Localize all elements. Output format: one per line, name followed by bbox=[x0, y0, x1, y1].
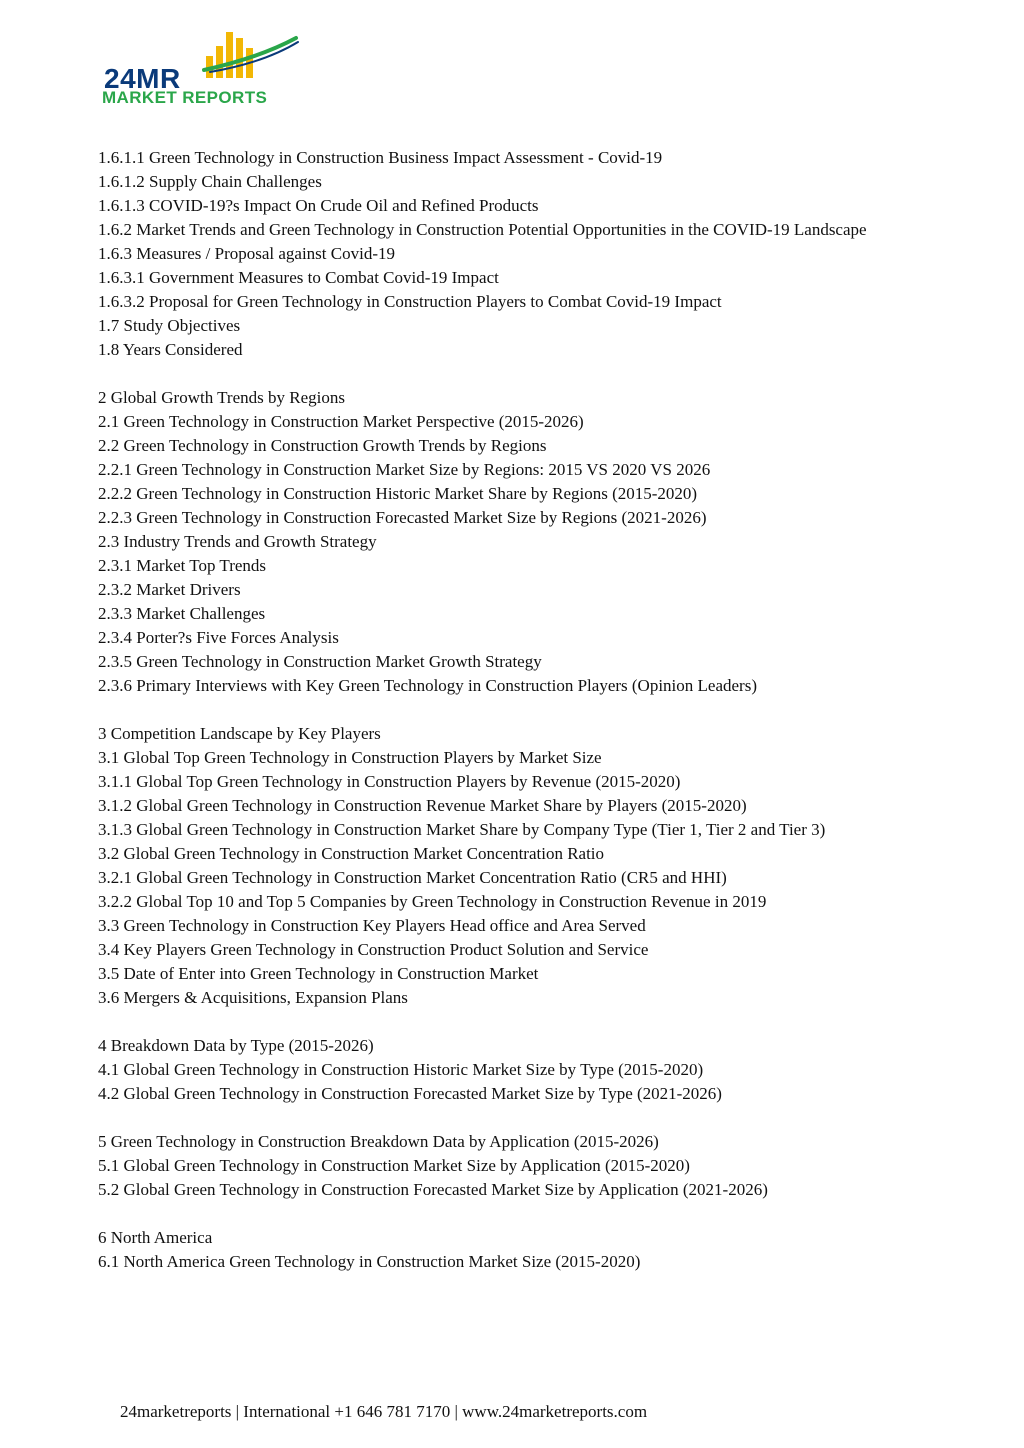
toc-entry: 4.2 Global Green Technology in Construction Forecasted Market Size by Type (2021-2026) bbox=[98, 1084, 722, 1103]
toc-entry: 3 Competition Landscape by Key Players bbox=[98, 724, 381, 743]
toc-entry: 2.3.4 Porter?s Five Forces Analysis bbox=[98, 628, 339, 647]
logo-wordmark-top: 24MR bbox=[104, 63, 181, 94]
toc-entry: 3.2.1 Global Green Technology in Construction Market Concentration Ratio (CR5 and HHI) bbox=[98, 868, 727, 887]
toc-entry: 2.2 Green Technology in Construction Growth Trends by Regions bbox=[98, 436, 547, 455]
toc-entry: 5.2 Global Green Technology in Construction Forecasted Market Size by Application (2021-2026) bbox=[98, 1180, 768, 1199]
toc-entry: 2 Global Growth Trends by Regions bbox=[98, 388, 345, 407]
toc-entry: 2.3.1 Market Top Trends bbox=[98, 556, 267, 575]
toc-entry: 1.6.3 Measures / Proposal against Covid-19 bbox=[98, 244, 395, 263]
toc-entry: 1.6.3.2 Proposal for Green Technology in Construction Players to Combat Covid-19 Impact bbox=[98, 292, 722, 311]
toc-section bbox=[98, 722, 926, 1010]
toc-entry: 3.1.2 Global Green Technology in Construction Revenue Market Share by Players (2015-2020) bbox=[98, 796, 747, 815]
toc-entry: 4 Breakdown Data by Type (2015-2026) bbox=[98, 1036, 374, 1055]
footer-contact: 24marketreports | International +1 646 781 7170 | www.24marketreports.com bbox=[120, 1402, 648, 1421]
toc-entry: 3.2.2 Global Top 10 and Top 5 Companies by Green Technology in Construction Revenue in 2019 bbox=[98, 892, 767, 911]
toc-entry: 3.1.1 Global Top Green Technology in Construction Players by Revenue (2015-2020) bbox=[98, 772, 681, 791]
toc-entry: 2.1 Green Technology in Construction Market Perspective (2015-2026) bbox=[98, 412, 584, 431]
toc-entry: 3.6 Mergers & Acquisitions, Expansion Plans bbox=[98, 988, 408, 1007]
toc-entry: 2.2.3 Green Technology in Construction Forecasted Market Size by Regions (2021-2026) bbox=[98, 508, 707, 527]
toc-section bbox=[98, 146, 926, 362]
toc-entry: 1.6.1.3 COVID-19?s Impact On Crude Oil and Refined Products bbox=[98, 196, 539, 215]
brand-logo bbox=[100, 28, 310, 108]
table-of-contents bbox=[98, 146, 926, 1298]
toc-entry: 1.7 Study Objectives bbox=[98, 316, 241, 335]
toc-entry: 6 North America bbox=[98, 1228, 213, 1247]
toc-entry: 3.1 Global Top Green Technology in Construction Players by Market Size bbox=[98, 748, 602, 767]
toc-entry: 1.6.2 Market Trends and Green Technology in Construction Potential Opportunities in the COVID-19 Landscape bbox=[98, 220, 867, 239]
toc-entry: 3.3 Green Technology in Construction Key Players Head office and Area Served bbox=[98, 916, 646, 935]
toc-entry: 3.4 Key Players Green Technology in Construction Product Solution and Service bbox=[98, 940, 649, 959]
toc-entry: 3.1.3 Global Green Technology in Construction Market Share by Company Type (Tier 1, Tier 2 and Tier 3) bbox=[98, 820, 826, 839]
toc-entry: 2.3.2 Market Drivers bbox=[98, 580, 241, 599]
logo-wordmark-bottom: MARKET REPORTS bbox=[102, 88, 268, 107]
toc-section bbox=[98, 1226, 926, 1274]
toc-entry: 2.2.2 Green Technology in Construction Historic Market Share by Regions (2015-2020) bbox=[98, 484, 698, 503]
toc-entry: 2.3.5 Green Technology in Construction Market Growth Strategy bbox=[98, 652, 542, 671]
toc-entry: 1.6.1.2 Supply Chain Challenges bbox=[98, 172, 322, 191]
toc-section bbox=[98, 386, 926, 698]
toc-entry: 5.1 Global Green Technology in Construction Market Size by Application (2015-2020) bbox=[98, 1156, 690, 1175]
toc-entry: 3.5 Date of Enter into Green Technology in Construction Market bbox=[98, 964, 539, 983]
toc-section bbox=[98, 1034, 926, 1106]
toc-entry: 2.2.1 Green Technology in Construction Market Size by Regions: 2015 VS 2020 VS 2026 bbox=[98, 460, 711, 479]
toc-entry: 1.8 Years Considered bbox=[98, 340, 243, 359]
toc-entry: 5 Green Technology in Construction Breakdown Data by Application (2015-2026) bbox=[98, 1132, 659, 1151]
toc-entry: 1.6.3.1 Government Measures to Combat Covid-19 Impact bbox=[98, 268, 499, 287]
toc-entry: 2.3.3 Market Challenges bbox=[98, 604, 266, 623]
toc-entry: 3.2 Global Green Technology in Construction Market Concentration Ratio bbox=[98, 844, 605, 863]
toc-section bbox=[98, 1130, 926, 1202]
toc-entry: 2.3 Industry Trends and Growth Strategy bbox=[98, 532, 377, 551]
toc-entry: 1.6.1.1 Green Technology in Construction Business Impact Assessment - Covid-19 bbox=[98, 148, 663, 167]
toc-entry: 4.1 Global Green Technology in Construction Historic Market Size by Type (2015-2020) bbox=[98, 1060, 704, 1079]
toc-entry: 6.1 North America Green Technology in Construction Market Size (2015-2020) bbox=[98, 1252, 641, 1271]
toc-entry: 2.3.6 Primary Interviews with Key Green Technology in Construction Players (Opinion Leaders) bbox=[98, 676, 757, 695]
